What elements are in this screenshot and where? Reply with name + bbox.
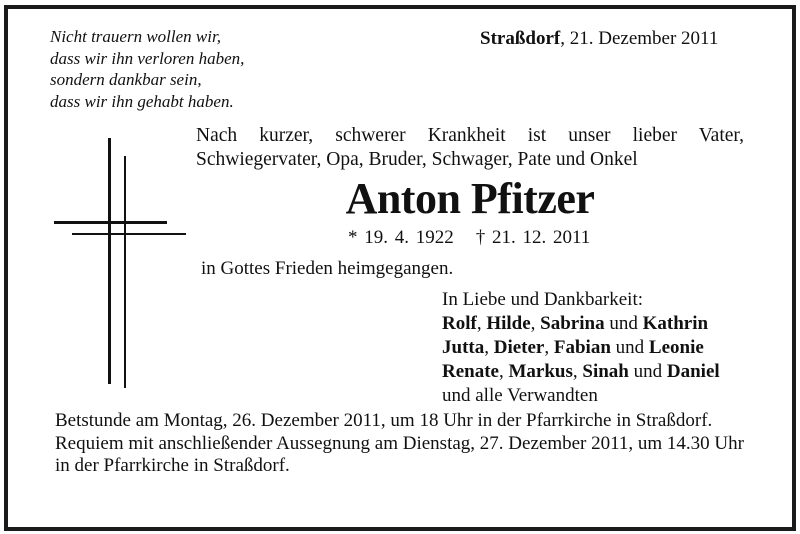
- mourner-name: Leonie: [648, 337, 704, 358]
- separator: ,: [498, 361, 509, 382]
- peace-line: in Gottes Frieden heimgegangen.: [201, 258, 454, 279]
- separator: ,: [530, 313, 541, 334]
- deceased-name: Anton Pfitzer: [345, 174, 595, 223]
- separator: und: [628, 361, 667, 382]
- life-dates: [348, 227, 590, 249]
- service-info: [55, 410, 744, 478]
- poem-line: dass wir ihn verloren haben,: [50, 48, 245, 68]
- separator: und: [604, 313, 643, 334]
- memorial-poem: [50, 26, 244, 112]
- separator: ,: [572, 361, 583, 382]
- mourner-name: Sinah: [582, 361, 629, 382]
- mourners-row: [442, 360, 720, 384]
- mourner-name: Dieter: [493, 337, 545, 358]
- requiem-text: Requiem mit anschließender Aussegnung am Dienstag, 27. Dezember 2011, um 14.30 Uhr in der Pfarrkirche in Straßdorf.: [55, 432, 744, 476]
- mourners-heading: In Liebe und Dankbarkeit:: [442, 289, 644, 310]
- dateline-date: , 21. Dezember 2011: [560, 28, 719, 49]
- poem-line: Nicht trauern wollen wir,: [50, 27, 221, 46]
- mourner-name: Markus: [508, 361, 573, 382]
- mourner-name: Rolf: [442, 313, 477, 334]
- poem-line: dass wir ihn gehabt haben.: [50, 91, 234, 111]
- mourner-name: Jutta: [442, 337, 485, 358]
- prayer-service-text: Betstunde am Montag, 26. Dezember 2011, um 18 Uhr in der Pfarrkirche in Straßdorf.: [55, 410, 713, 431]
- mourners-row: [442, 336, 720, 360]
- mourners-block: [442, 288, 720, 408]
- mourner-name: Fabian: [553, 337, 611, 358]
- death-date: † 21. 12. 2011: [475, 227, 591, 248]
- dateline-place: Straßdorf: [480, 28, 561, 49]
- separator: ,: [476, 313, 487, 334]
- announcement-intro: Nach kurzer, schwerer Krankheit ist unser lieber Vater, Schwiegervater, Opa, Bruder, Schwager, Pate und Onkel: [196, 125, 744, 170]
- mourner-name: Sabrina: [540, 313, 605, 334]
- mourners-closing: und alle Verwandten: [442, 385, 598, 406]
- separator: ,: [484, 337, 494, 358]
- mourner-name: Hilde: [486, 313, 531, 334]
- separator: und: [610, 337, 649, 358]
- mourner-name: Daniel: [666, 361, 720, 382]
- separator: ,: [544, 337, 554, 358]
- mourners-row: [442, 312, 720, 336]
- poem-line: sondern dankbar sein,: [50, 70, 202, 89]
- cross-icon: [52, 138, 188, 388]
- mourner-name: Kathrin: [642, 313, 709, 334]
- mourner-name: Renate: [442, 361, 499, 382]
- birth-date: * 19. 4. 1922: [348, 227, 454, 248]
- dateline: [480, 28, 718, 50]
